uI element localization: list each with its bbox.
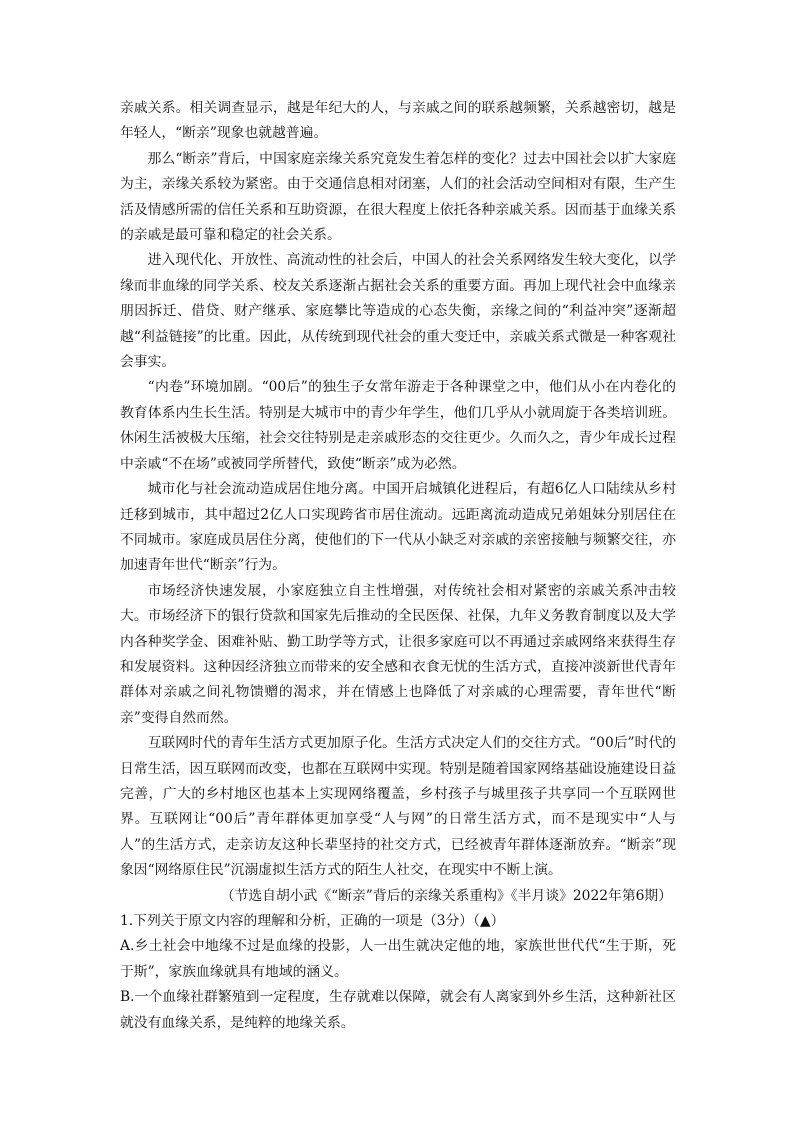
article-paragraph: 那么“断亲”背后，中国家庭亲缘关系究竟发生着怎样的变化？过去中国社会以扩大家庭为主，亲缘关系较为紧密。由于交通信息相对闭塞，人们的社会活动空间相对有限，生产生活及情感所需的信任关系和互助资源，在很大程度上依托各种亲戚关系。因而基于血缘关系的亲戚是最可靠和稳定的社会关系。: [120, 150, 676, 244]
source-citation: （节选自胡小武《“断亲”背后的亲缘关系重构》《半月谈》2022年第6期）: [220, 887, 672, 904]
article-paragraph: 城市化与社会流动造成居住地分离。中国开启城镇化进程后，有超6亿人口陆续从乡村迁移到城市，其中超过2亿人口实现跨省市居住流动。远距离流动造成兄弟姐妹分别居住在不同城市。家庭成员居住分离，使他们的下一代从小缺乏对亲戚的亲密接触与频繁交往，亦加速青年世代“断亲”行为。: [120, 481, 676, 574]
article-paragraph: 亲戚关系。相关调查显示，越是年纪大的人，与亲戚之间的联系越频繁，关系越密切，越是年轻人，“断亲”现象也就越普遍。: [120, 100, 676, 142]
article-paragraph: 市场经济快速发展，小家庭独立自主性增强，对传统社会相对紧密的亲戚关系冲击较大。市场经济下的银行贷款和国家先后推动的全民医保、社保，九年义务教育制度以及大学内各种奖学金、困难补贴、勤工助学等方式，让很多家庭可以不再通过亲戚网络来获得生存和发展资料。这种因经济独立而带来的安全感和衣食无忧的生活方式，直接冲淡新世代青年群体对亲戚之间礼物馈赠的渴求，并在情感上也降低了对亲戚的心理需要，青年世代“断亲”变得自然而然。: [120, 582, 676, 726]
article-body: [120, 96, 676, 884]
question-option-b: B.一个血缘社群繁殖到一定程度，生存就难以保障，就会有人离家到外乡生活，这种新社区就没有血缘关系，是纯粹的地缘关系。: [120, 989, 676, 1031]
article-paragraph: “内卷”环境加剧。“00后”的独生子女常年游走于各种课堂之中，他们从小在内卷化的教育体系内生长生活。特别是大城市中的青少年学生，他们几乎从小就周旋于各类培训班。休闲生活被极大压缩，社会交往特别是走亲戚形态的交往更少。久而久之，青少年成长过程中亲戚“不在场”或被同学所替代，致使“断亲”成为必然。: [120, 379, 676, 472]
question-stem: 1.下列关于原文内容的理解和分析，正确的一项是（3分）（▲）: [120, 913, 505, 929]
question-option-a: A.乡土社会中地缘不过是血缘的投影，人一出生就决定他的地，家族世世代代“生于斯，死于斯”，家族血缘就具有地域的涵义。: [120, 938, 676, 980]
article-paragraph: 进入现代化、开放性、高流动性的社会后，中国人的社会关系网络发生较大变化，以学缘而非血缘的同学关系、校友关系逐渐占据社会关系的重要方面。再加上现代社会中血缘亲朋因拆迁、借贷、财产继承、家庭攀比等造成的心态失衡，亲缘之间的“利益冲突”逐渐超越“利益链接”的比重。因此，从传统到现代社会的重大变迁中，亲戚关系式微是一种客观社会事实。: [120, 252, 676, 371]
article-paragraph: 互联网时代的青年生活方式更加原子化。生活方式决定人们的交往方式。“00后”时代的日常生活，因互联网而改变，也都在互联网中实现。特别是随着国家网络基础设施建设日益完善，广大的乡村地区也基本上实现网络覆盖，乡村孩子与城里孩子共享同一个互联网世界。互联网让“00后”青年群体更加享受“人与网”的日常生活方式，而不是现实中“人与人”的生活方式，走亲访友这种长辈坚持的社交方式，已经被青年群体逐渐放弃。“断亲”现象因“网络原住民”沉溺虚拟生活方式的陌生人社交，在现实中不断上演。: [120, 735, 676, 879]
